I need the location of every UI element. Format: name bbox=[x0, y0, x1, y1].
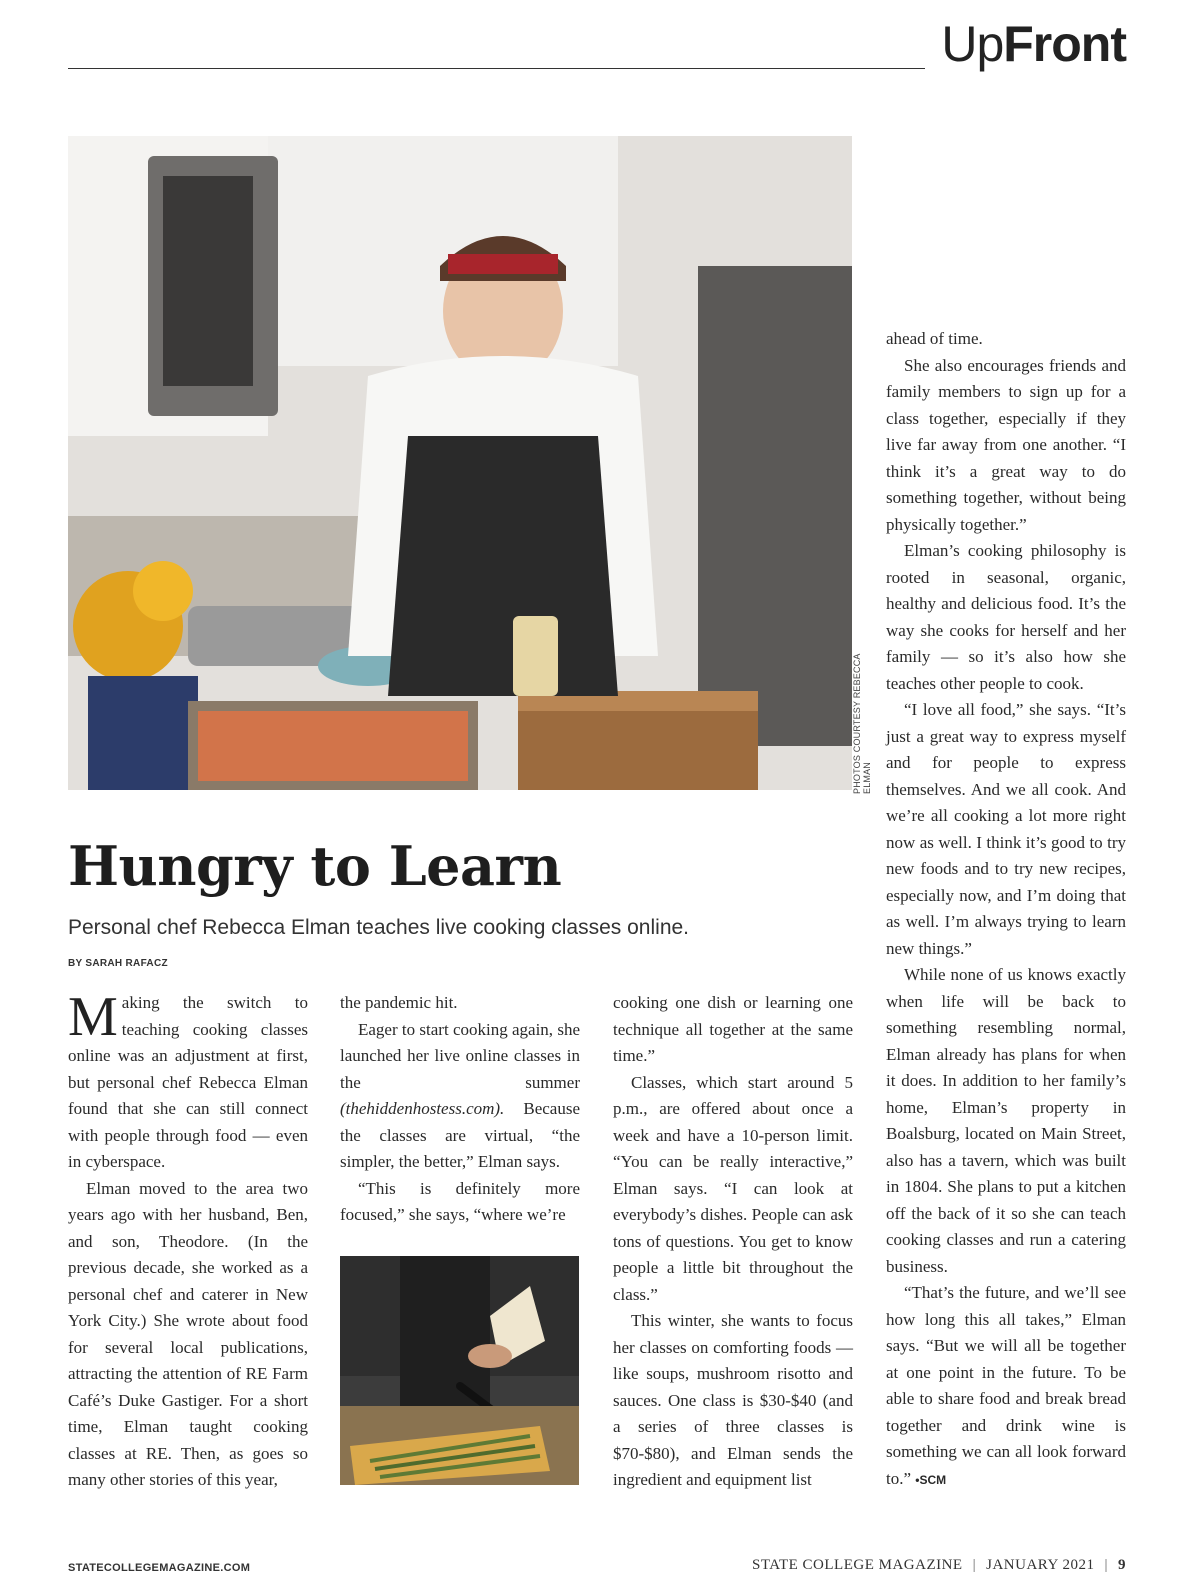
asparagus-tart-photo bbox=[340, 1256, 579, 1485]
article-column-2 bbox=[340, 990, 580, 1229]
paragraph: Elman’s cooking philosophy is rooted in seasonal, organic, healthy and delicious food. It’s the way she cooks for herself and her family — so it’s also how she teaches other people to cook. bbox=[886, 541, 1126, 693]
article-dek: Personal chef Rebecca Elman teaches live cooking classes online. bbox=[68, 916, 690, 939]
section-heading-up: Up bbox=[941, 16, 1004, 72]
paragraph: the pandemic hit. bbox=[340, 993, 458, 1012]
paragraph: cooking one dish or learning one technique all together at the same time.” bbox=[613, 993, 853, 1065]
paragraph: While none of us knows exactly when life will be back to something resembling normal, Elman already has plans for when it does. In addition to her family’s home, Elman’s property in Boalsburg, located on Main Street, also has a tavern, which was built in 1804. She plans to put a kitchen off the back of it so she can teach cooking classes and run a catering business. bbox=[886, 965, 1126, 1276]
paragraph: “This is definitely more focused,” she says, “where we’re bbox=[340, 1178, 580, 1224]
paragraph bbox=[68, 986, 308, 1176]
paragraph-text: Because the classes are virtual, “the simpler, the better,” Elman says. bbox=[340, 1099, 580, 1171]
end-mark: •SCM bbox=[915, 1472, 947, 1487]
page-number: 9 bbox=[1118, 1557, 1126, 1573]
paragraph-text: “That’s the future, and we’ll see how long this all takes,” Elman says. “But we will all be together at one point in the future. To be able to share food and break bread together and drink wine is something we can all look forward to.” bbox=[886, 1283, 1126, 1488]
paragraph bbox=[340, 1017, 580, 1176]
photo-credit: PHOTOS COURTESY REBECCA ELMAN bbox=[852, 653, 872, 794]
footer-separator: | bbox=[1104, 1557, 1108, 1573]
footer-separator: | bbox=[972, 1557, 977, 1573]
article-byline: BY SARAH RAFACZ bbox=[68, 958, 168, 969]
footer-website[interactable]: STATECOLLEGEMAGAZINE.COM bbox=[68, 1562, 251, 1574]
website-url[interactable]: (thehiddenhostess.com). bbox=[340, 1099, 505, 1118]
footer-folio bbox=[752, 1557, 1126, 1574]
article-column-1 bbox=[68, 986, 308, 1494]
paragraph-text: Eager to start cooking again, she launched her live online classes in the summer bbox=[340, 1019, 580, 1092]
asparagus-tart-illustration bbox=[340, 1256, 579, 1485]
paragraph: She also encourages friends and family members to sign up for a class together, especially if they live far away from one another. “I think it’s a great way to do something together, without being physically together.” bbox=[886, 355, 1126, 534]
paragraph: This winter, she wants to focus her classes on comforting foods — like soups, mushroom risotto and sauces. One class is $30-$40 (and a series of three classes is $70-$80), and Elman sends the ingredient and equipment list bbox=[613, 1311, 853, 1489]
section-heading bbox=[941, 14, 1126, 74]
chef-kitchen-photo bbox=[68, 136, 852, 790]
chef-kitchen-illustration bbox=[68, 136, 852, 790]
paragraph-text: aking the switch to teaching cooking classes online was an adjustment at first, but personal chef Rebecca Elman found that she can still connect with people through food — even in cyberspace. bbox=[68, 993, 308, 1171]
paragraph bbox=[886, 1280, 1126, 1493]
footer-magazine-name: STATE COLLEGE MAGAZINE bbox=[751, 1557, 963, 1573]
footer-date: JANUARY 2021 bbox=[986, 1557, 1095, 1573]
drop-cap: M bbox=[68, 986, 118, 1048]
section-heading-front: Front bbox=[1003, 16, 1126, 72]
article-headline: Hungry to Learn bbox=[68, 834, 562, 898]
paragraph: “I love all food,” she says. “It’s just a great way to express myself and for people to express themselves. And we all cook. And we’re all cooking a lot more right now as well. I think it’s good to try new foods and to try new recipes, especially now, and I’m doing that as well. I’m always trying to learn new things.” bbox=[886, 700, 1126, 958]
header-rule bbox=[68, 68, 925, 69]
article-column-4 bbox=[886, 326, 1126, 1493]
paragraph: Elman moved to the area two years ago with her husband, Ben, and son, Theodore. (In the previous decade, she worked as a personal chef and caterer in New York City.) She wrote about food for several local publications, attracting the attention of RE Farm Café’s Duke Gastiger. For a short time, Elman taught cooking classes at RE. Then, as goes so many other stories of this year, bbox=[68, 1178, 308, 1489]
paragraph: Classes, which start around 5 p.m., are offered about once a week and have a 10-person limit. “You can be really interactive,” Elman says. “I can look at everybody’s dishes. People can ask tons of questions. You get to know people a little bit throughout the class.” bbox=[613, 1072, 853, 1304]
paragraph: ahead of time. bbox=[886, 329, 983, 348]
article-column-3 bbox=[613, 990, 853, 1494]
